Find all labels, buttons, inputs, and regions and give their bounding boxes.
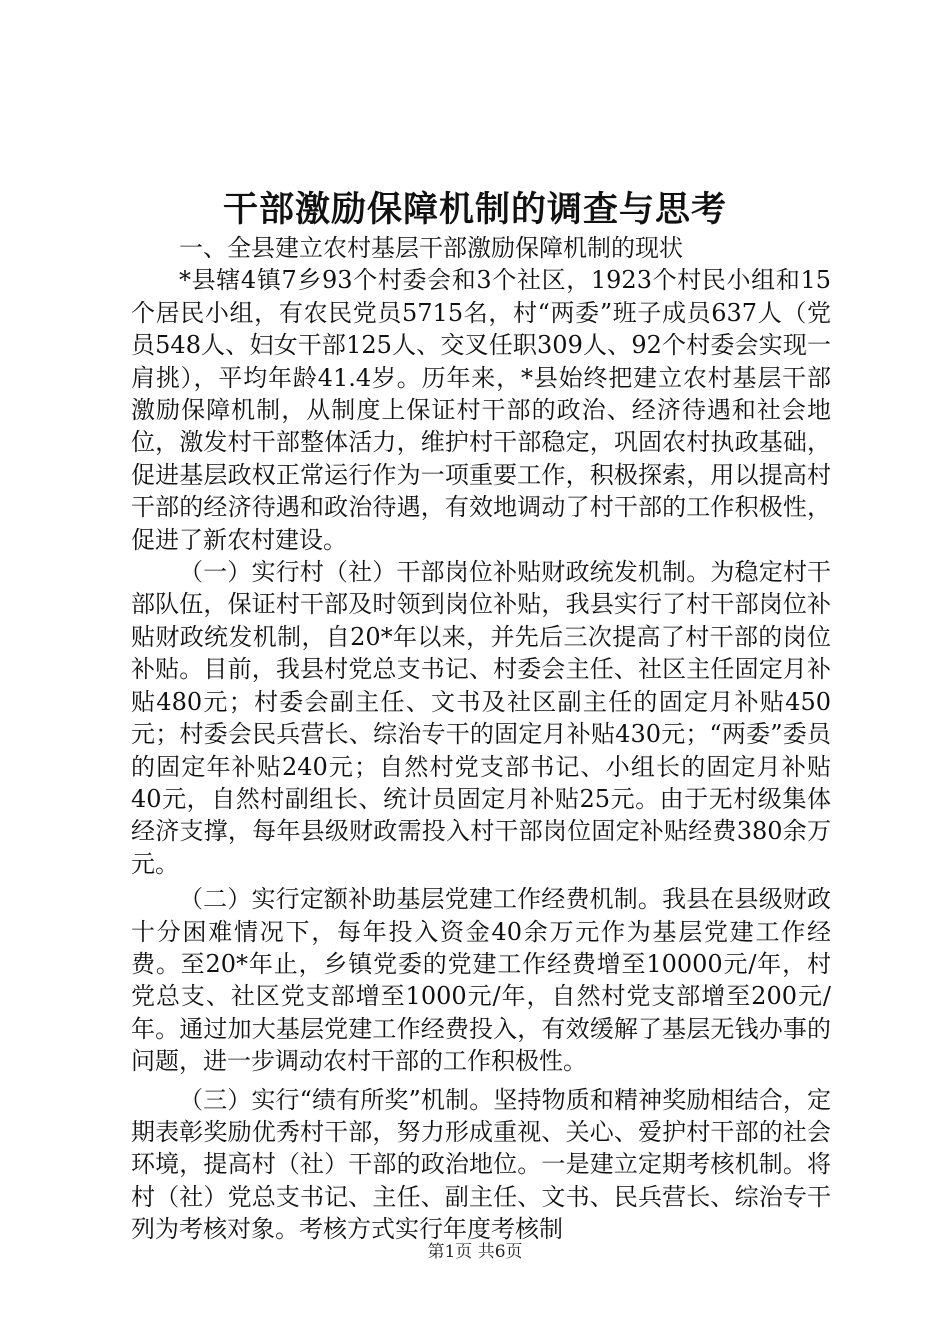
paragraph-rewards: （三）实行“绩有所奖”机制。坚持物质和精神奖励相结合，定期表彰奖励优秀村干部，努力形成重视、关心、爱护村干部的社会环境，提高村（社）干部的政治地位。一是建立定期考核机制。将村（社）党总支书记、主任、副主任、文书、民兵营长、综治专干列为考核对象。考核方式实行年度考核制 xyxy=(131,1085,831,1244)
section-heading: 一、全县建立农村基层干部激励保障机制的现状 xyxy=(179,234,683,262)
paragraph-overview: *县辖4镇7乡93个村委会和3个社区，1923个村民小组和15个居民小组，有农民党员5715名，村“两委”班子成员637人（党员548人、妇女干部125人、交叉任职309人、92个村委会实现一肩挑），平均年龄41.4岁。历年来，*县始终把建立农村基层干部激励保障机制，从制度上保证村干部的政治、经济待遇和社会地位，激发村干部整体活力，维护村干部稳定，巩固农村执政基础，促进基层政权正常运行作为一项重要工作，积极探索，用以提高村干部的经济待遇和政治待遇，有效地调动了村干部的工作积极性，促进了新农村建设。 xyxy=(131,266,831,554)
page-indicator: 第1页 共6页 xyxy=(427,1242,523,1262)
document-title: 干部激励保障机制的调查与思考 xyxy=(222,189,727,230)
paragraph-party-funds: （二）实行定额补助基层党建工作经费机制。我县在县级财政十分困难情况下，每年投入资金40余万元作为基层党建工作经费。至20*年止，乡镇党委的党建工作经费增至10000元/年，村党总支、社区党支部增至1000元/年，自然村党支部增至200元/年。通过加大基层党建工作经费投入，有效缓解了基层无钱办事的问题，进一步调动农村干部的工作积极性。 xyxy=(131,885,831,1076)
document-body xyxy=(131,232,831,1246)
paragraph-subsidy: （一）实行村（社）干部岗位补贴财政统发机制。为稳定村干部队伍，保证村干部及时领到岗位补贴，我县实行了村干部岗位补贴财政统发机制，自20*年以来，并先后三次提高了村干部的岗位补贴。目前，我县村党总支书记、村委会主任、社区主任固定月补贴480元；村委会副主任、文书及社区副主任的固定月补贴450元；村委会民兵营长、综治专干的固定月补贴430元；“两委”委员的固定年补贴240元；自然村党支部书记、小组长的固定月补贴40元，自然村副组长、统计员固定月补贴25元。由于无村级集体经济支撑，每年县级财政需投入村干部岗位固定补贴经费380余万元。 xyxy=(131,558,831,878)
